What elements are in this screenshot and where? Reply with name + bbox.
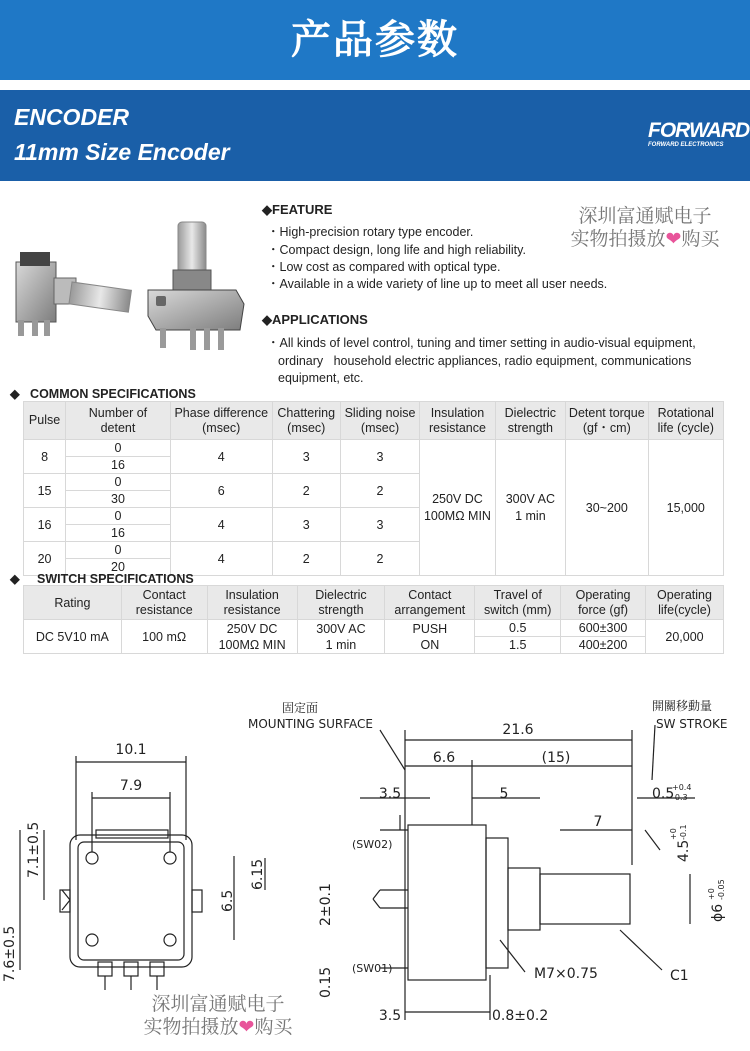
dim-71: 7.1±0.5 (26, 821, 42, 878)
brand-logo (648, 119, 750, 148)
table-row: 15 0 6 2 2 (24, 474, 724, 491)
dim-6: ϕ6 (710, 903, 726, 922)
dim-015: 0.15 (318, 966, 334, 998)
brand-logo-word: FORWARD (648, 119, 750, 142)
table-row: 20 0 4 2 2 (24, 542, 724, 559)
thread-label: M7×0.75 (534, 966, 598, 982)
feature-item: ・Compact design, long life and high reliability. (267, 243, 526, 257)
dim-35b: 3.5 (378, 1008, 402, 1024)
product-header (0, 90, 750, 181)
table-row: DC 5V10 mA 100 mΩ 250V DC 100MΩ MIN 300V AC 1 min PUSH ON 0.5 600±300 20,000 (24, 620, 724, 637)
product-subtitle: 11mm Size Encoder (14, 139, 230, 165)
product-category: ENCODER (14, 104, 130, 130)
dim-5: 5 (499, 786, 509, 802)
chamfer-label: C1 (670, 968, 689, 984)
dimension-drawing (0, 690, 750, 1051)
page-banner-title: 产品参数 (0, 0, 750, 80)
dim-08: 0.8±0.2 (492, 1008, 549, 1024)
dim-05-tol-dn: -0.3 (672, 793, 688, 802)
dim-15: (15) (541, 750, 571, 766)
watermark: 深圳富通赋电子 实物拍摄放❤购买 (143, 993, 293, 1038)
dim-615: 6.15 (250, 858, 266, 890)
dim-76: 7.6±0.5 (2, 925, 18, 982)
dim-6-tol-dn: -0.05 (717, 879, 726, 900)
common-specs-title: ◆ COMMON SPECIFICATIONS (10, 387, 196, 401)
heart-icon: ❤ (665, 228, 682, 250)
switch-specs-table (23, 585, 724, 654)
table-row: 1.5 400±200 (24, 637, 724, 654)
dim-45-tol-up: +0 (669, 828, 678, 840)
mounting-en: MOUNTING SURFACE (248, 717, 374, 731)
table-row: 16 (24, 525, 724, 542)
applications-text: equipment, etc. (278, 371, 364, 385)
switch-specs-title: ◆ SWITCH SPECIFICATIONS (10, 572, 194, 586)
table-row: 8 0 4 3 3 250V DC 100MΩ MIN 300V AC 1 min 30~200 15,000 (24, 440, 724, 457)
sw01-label: (SW01) (352, 962, 393, 975)
dim-101: 10.1 (115, 742, 147, 758)
dim-7: 7 (593, 814, 603, 830)
stroke-cn: 開關移動量 (652, 699, 713, 713)
table-header-row: Rating Contact resistance Insulation resistance Dielectric strength Contact arrangement Travel of switch (mm) Operating force (gf) Operating life(cycle) (24, 586, 724, 620)
brand-logo-sub: FORWARD ELECTRONICS (648, 142, 724, 148)
dim-65: 6.5 (220, 889, 236, 912)
dim-216: 21.6 (502, 722, 534, 738)
dim-05-tol-up: +0.4 (672, 783, 692, 792)
feature-item: ・Low cost as compared with optical type. (267, 260, 501, 274)
applications-text: ・All kinds of level control, tuning and timer setting in audio-visual equipment, (267, 336, 696, 350)
table-header-row: Pulse Number of detent Phase difference (msec) Chattering (msec) Sliding noise (msec) Insulation resistance Dielectric strength Detent torque (gf・cm) Rotational life (cycle) (24, 402, 724, 440)
dim-45-tol-dn: -0.1 (679, 824, 688, 840)
feature-item: ・Available in a wide variety of line up to meet all user needs. (267, 277, 608, 291)
applications-title: ◆APPLICATIONS (262, 312, 368, 327)
stroke-en: SW STROKE (656, 717, 728, 731)
dim-6-tol-up: +0 (707, 888, 716, 900)
feature-item: ・High-precision rotary type encoder. (267, 225, 474, 239)
dim-05: 0.5 (652, 786, 675, 802)
dim-35a: 3.5 (378, 786, 402, 802)
sw02-label: (SW02) (352, 838, 393, 851)
table-row: 16 0 4 3 3 (24, 508, 724, 525)
watermark: 深圳富通赋电子 实物拍摄放❤购买 (570, 205, 720, 250)
dim-66: 6.6 (432, 750, 456, 766)
table-row: 30 (24, 491, 724, 508)
product-photo (10, 212, 250, 362)
heart-icon: ❤ (238, 1016, 255, 1038)
table-row: 20 (24, 559, 724, 576)
dim-2: 2±0.1 (318, 883, 334, 926)
feature-title: ◆FEATURE (262, 202, 333, 217)
dim-79: 7.9 (119, 778, 143, 794)
table-row: 16 (24, 457, 724, 474)
applications-text: ordinary household electric appliances, radio equipment, communications (278, 354, 692, 368)
common-specs-table (23, 401, 724, 576)
mounting-cn: 固定面 (282, 701, 319, 715)
dim-45: 4.5 (676, 839, 692, 862)
